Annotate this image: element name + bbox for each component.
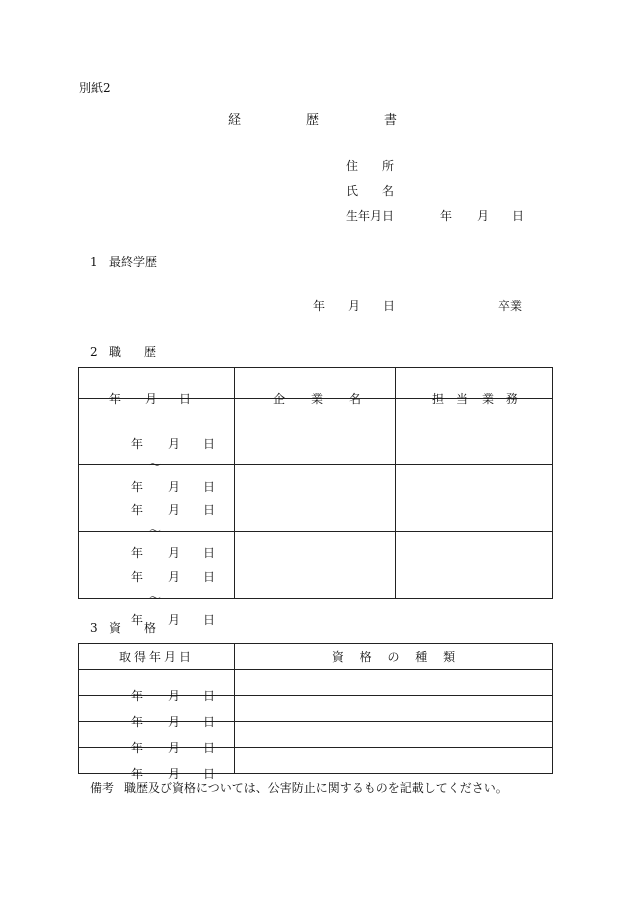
birth-month-unit: 月	[477, 209, 490, 223]
to-year: 年	[131, 479, 144, 494]
career-heading-char-2: 歴	[144, 345, 157, 359]
career-row	[79, 532, 553, 599]
from-year: 年	[131, 503, 144, 517]
period-separator: 〜	[149, 591, 162, 605]
from-month: 月	[168, 436, 181, 451]
to-month: 月	[168, 546, 181, 560]
career-heading-number: 2	[90, 345, 98, 359]
birth-year-unit: 年	[440, 209, 453, 223]
duty-column-header	[396, 368, 553, 406]
career-table-header	[79, 368, 553, 399]
to-month: 月	[168, 479, 181, 494]
duty-header-char-4: 務	[506, 392, 519, 406]
birth-day-unit: 日	[512, 209, 525, 223]
qualification-heading-number: 3	[90, 621, 98, 635]
title-char-1: 経	[228, 113, 242, 128]
acq-month: 月	[168, 740, 181, 755]
to-year: 年	[131, 546, 144, 560]
education-heading: 最終学歴	[109, 255, 158, 269]
attachment-label: 別紙2	[79, 81, 111, 95]
career-period-cell[interactable]	[79, 532, 235, 627]
company-header-char-2: 業	[311, 392, 324, 406]
career-row	[79, 465, 553, 532]
from-year: 年	[131, 436, 144, 451]
qualification-type-cell[interactable]	[235, 748, 553, 774]
acq-month: 月	[168, 714, 181, 729]
duty-cell[interactable]	[396, 532, 553, 599]
career-heading-char-1: 職	[109, 345, 122, 359]
qualification-table-header	[79, 644, 553, 670]
from-day: 日	[203, 436, 216, 451]
to-day: 日	[203, 546, 216, 560]
title-char-3: 書	[384, 113, 398, 128]
graduation-label: 卒業	[498, 299, 523, 313]
qualification-type-cell[interactable]	[235, 696, 553, 722]
company-header-char-3: 名	[349, 392, 362, 406]
duty-header-char-1: 担	[432, 392, 445, 406]
grad-year-unit: 年	[313, 299, 326, 313]
qualification-heading-char-2: 格	[144, 621, 157, 635]
birthdate-label: 生年月日	[346, 209, 395, 223]
acquired-date-cell[interactable]	[79, 670, 235, 703]
grad-month-unit: 月	[348, 299, 361, 313]
grad-day-unit: 日	[383, 299, 396, 313]
career-period-cell[interactable]	[79, 399, 235, 494]
to-month: 月	[168, 613, 181, 627]
career-period-cell[interactable]	[79, 465, 235, 560]
address-label-1: 住	[346, 159, 359, 173]
address-label-2: 所	[382, 159, 395, 173]
header-month: 月	[145, 392, 158, 406]
education-heading-number: 1	[90, 255, 98, 269]
header-year: 年	[109, 392, 122, 406]
career-table	[78, 367, 553, 627]
qualification-type-cell[interactable]	[235, 722, 553, 748]
qualification-table	[78, 643, 553, 781]
to-day: 日	[203, 613, 216, 627]
acq-year: 年	[131, 740, 144, 755]
acq-year: 年	[131, 688, 144, 703]
duty-header-char-3: 業	[482, 392, 495, 406]
acq-day: 日	[203, 740, 216, 755]
header-day: 日	[179, 392, 192, 406]
acq-day: 日	[203, 714, 216, 729]
duty-cell[interactable]	[396, 399, 553, 465]
acq-year: 年	[131, 766, 144, 781]
period-separator: 〜	[149, 524, 162, 538]
to-year: 年	[131, 613, 144, 627]
company-cell[interactable]	[235, 465, 396, 532]
note-label: 備考	[90, 781, 115, 795]
acq-day: 日	[203, 766, 216, 781]
qualification-row	[79, 670, 553, 696]
company-column-header	[235, 368, 396, 406]
to-day: 日	[203, 479, 216, 494]
career-row	[79, 399, 553, 465]
period-separator: 〜	[149, 457, 162, 472]
duty-header-char-2: 当	[456, 392, 469, 406]
acq-month: 月	[168, 688, 181, 703]
note-text: 職歴及び資格については、公害防止に関するものを記載してください。	[124, 781, 508, 795]
qualification-row	[79, 748, 553, 774]
acquired-date-column-header: 取得年月日	[79, 644, 235, 670]
career-date-column-header	[79, 368, 235, 406]
qualification-heading-char-1: 資	[109, 621, 122, 635]
duty-cell[interactable]	[396, 465, 553, 532]
qualification-row	[79, 696, 553, 722]
acq-year: 年	[131, 714, 144, 729]
from-month: 月	[168, 570, 181, 584]
company-cell[interactable]	[235, 399, 396, 465]
acq-day: 日	[203, 688, 216, 703]
qualification-row	[79, 722, 553, 748]
company-cell[interactable]	[235, 532, 396, 599]
name-label-1: 氏	[346, 184, 359, 198]
from-year: 年	[131, 570, 144, 584]
from-month: 月	[168, 503, 181, 517]
company-header-char-1: 企	[273, 392, 286, 406]
from-day: 日	[203, 503, 216, 517]
from-day: 日	[203, 570, 216, 584]
name-label-2: 名	[382, 184, 395, 198]
title-char-2: 歴	[306, 113, 320, 128]
acq-month: 月	[168, 766, 181, 781]
qualification-type-cell[interactable]	[235, 670, 553, 696]
qualification-type-column-header: 資 格 の 種 類	[235, 644, 553, 670]
